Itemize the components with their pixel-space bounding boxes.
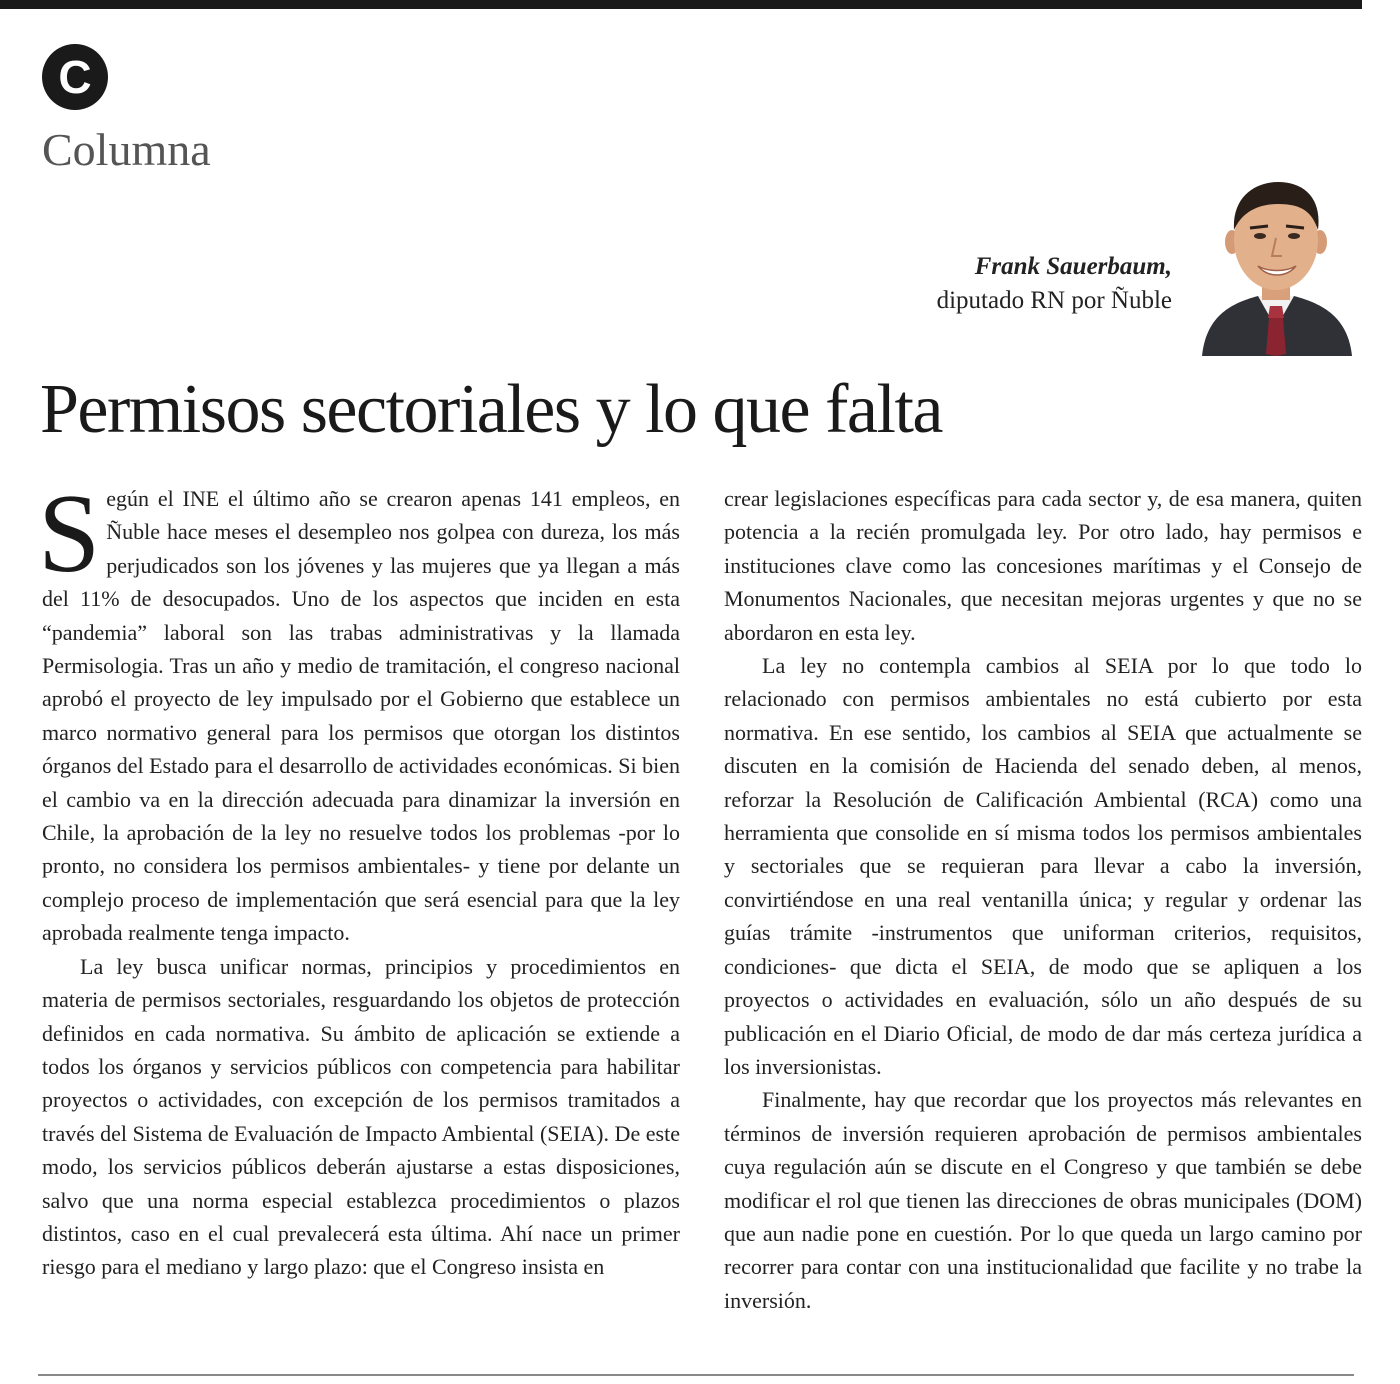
paragraph: La ley busca unificar normas, principios y procedimientos en materia de permisos sectoriales, resguardando los objetos de protección definidos en cada normativa. Su ámbito de aplicación se extiende a todos los órganos y servicios públicos con competencia para habilitar proyectos o actividades, con excepción de los permisos tramitados a través del Sistema de Evaluación de Impacto Ambiental (SEIA). De este modo, los servicios públicos deberán ajustarse a estas disposiciones, salvo que una norma especial establezca procedimientos o plazos distintos, caso en el cual prevalecerá esta última. Ahí nace un primer riesgo para el mediano y largo plazo: que el Congreso insista en xyxy=(42,953,680,1280)
paragraph: Finalmente, hay que recordar que los proyectos más relevantes en términos de inversión requieren aprobación de permisos ambientales cuya regulación aún se discute en el Congreso y que también se debe modificar el rol que tienen las direcciones de obras municipales (DOM) que aun nadie pone en cuestión. Por lo que queda un largo camino por recorrer para contar con una institucionalidad que facilite y no trabe la inversión. xyxy=(724,1087,1362,1313)
dropcap: S xyxy=(38,472,101,596)
article-column-right xyxy=(724,482,1362,1317)
byline-role: diputado RN por Ñuble xyxy=(936,287,1172,314)
byline xyxy=(937,250,1172,318)
section-badge-icon: C xyxy=(42,44,108,110)
author-portrait xyxy=(1198,178,1354,356)
paragraph: La ley no contempla cambios al SEIA por lo que todo lo relacionado con permisos ambientales no está cubierto por esta normativa. En ese sentido, los cambios al SEIA que actualmente se discuten en la comisión de Hacienda del senado deben, al menos, reforzar la Resolución de Calificación Ambiental (RCA) como una herramienta que consolide en sí misma todos los permisos ambientales y sectoriales que se requieran para llevar a cabo la inversión, convirtiéndose en una real ventanilla única; y regular y ordenar las guías trámite -instrumentos que uniforman criterios, requisitos, condiciones- que dicta el SEIA, de modo que se apliquen a los proyectos o actividades en evaluación, sólo un año después de su publicación en el Diario Oficial, de modo de dar más certeza jurídica a los inversionistas. xyxy=(724,653,1362,1079)
paragraph-text: egún el INE el último año se crearon apenas 141 empleos, en Ñuble hace meses el desempleo nos golpea con dureza, los más perjudicados son los jóvenes y las mujeres que ya llegan a más del 11% de desocupados. Uno de los aspectos que inciden en esta “pandemia” laboral son las trabas administrativas y la llamada Permisologia. Tras un año y medio de tramitación, el congreso nacional aprobó el proyecto de ley impulsado por el Gobierno que establece un marco normativo general para los permisos que otorgan los distintos órganos del Estado para el desarrollo de actividades económicas. Si bien el cambio va en la dirección adecuada para dinamizar la inversión en Chile, la aprobación de la ley no resuelve todos los problemas -por lo pronto, no considera los permisos ambientales- y tiene por delante un complejo proceso de implementación que será esencial para que la ley aprobada realmente tenga impacto. xyxy=(42,486,680,946)
article-headline: Permisos sectoriales y lo que falta xyxy=(40,371,942,448)
article-column-left xyxy=(38,472,680,1284)
paragraph: crear legislaciones específicas para cada sector y, de esa manera, quiten potencia a la recién promulgada ley. Por otro lado, hay permisos e instituciones clave como las concesiones marítimas y el Consejo de Monumentos Nacionales, que necesitan mejoras urgentes y que no se abordaron en esta ley. xyxy=(724,486,1362,645)
paragraph xyxy=(38,472,680,950)
section-label: Columna xyxy=(42,124,211,175)
byline-author: Frank Sauerbaum, xyxy=(974,253,1172,280)
bottom-rule xyxy=(38,1374,1354,1376)
top-rule xyxy=(0,0,1362,9)
